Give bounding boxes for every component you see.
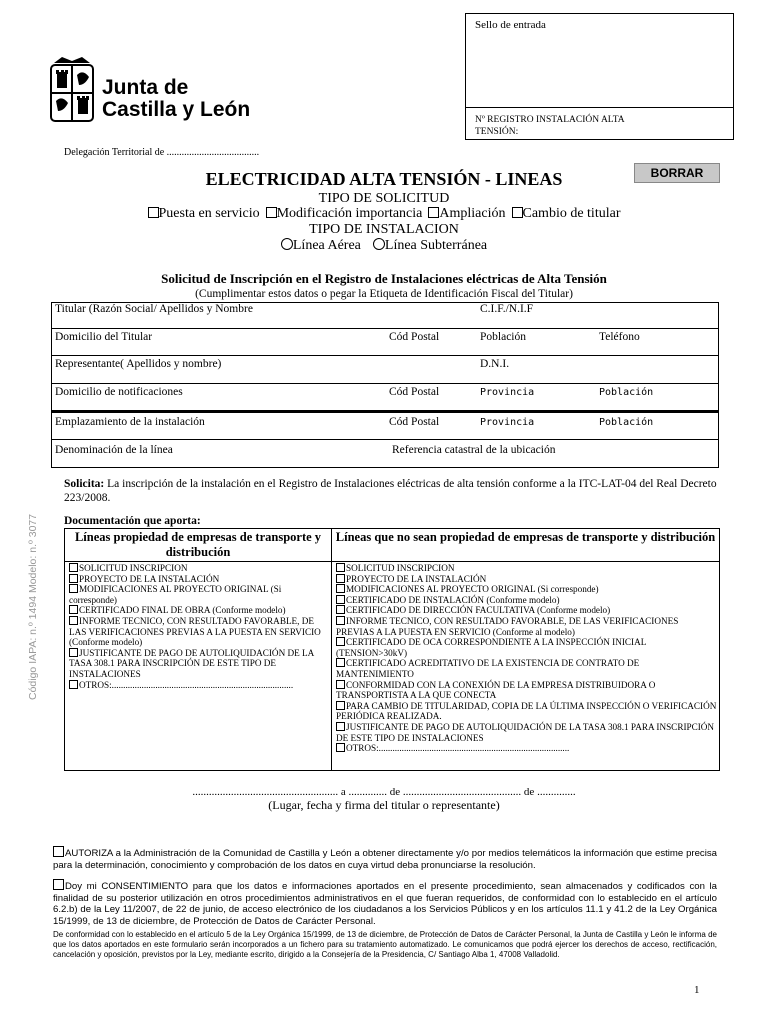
poblacion-select[interactable]: Población [599, 387, 654, 398]
catastral-label[interactable]: Referencia catastral de la ubicación [392, 444, 556, 456]
checkbox[interactable] [336, 637, 345, 646]
inscripcion-subheading: (Cumplimentar estos datos o pegar la Etiqueta de Identificación Fiscal del Titular) [195, 288, 573, 300]
documentacion-label: Documentación que aporta: [64, 515, 201, 527]
checkbox[interactable] [336, 605, 345, 614]
docs-right-list [332, 562, 719, 754]
entry-stamp-label: Sello de entrada [475, 19, 546, 31]
option-modificacion[interactable]: Modificación importancia [266, 206, 423, 222]
solicita-label: Solicita: [64, 478, 105, 490]
doc-item[interactable] [336, 563, 717, 574]
provincia-select[interactable]: Provincia [480, 417, 535, 428]
emplazamiento-label[interactable]: Emplazamiento de la instalación [55, 416, 205, 428]
borrar-button[interactable]: BORRAR [634, 163, 720, 183]
inscripcion-heading: Solicitud de Inscripción en el Registro de Instalaciones eléctricas de Alta Tensión [161, 271, 607, 286]
consentimiento-checkbox[interactable] [53, 879, 64, 890]
doc-item[interactable] [336, 701, 717, 722]
checkbox[interactable] [336, 584, 345, 593]
titular-label[interactable]: Titular (Razón Social/ Apellidos y Nombre [55, 303, 253, 315]
instalacion-options [0, 238, 768, 254]
doc-item-label: SOLICITUD INSCRIPCION [79, 563, 188, 573]
doc-item-label: PROYECTO DE LA INSTALACIÓN [346, 573, 487, 584]
checkbox[interactable] [428, 207, 439, 218]
doc-item-label: CERTIFICADO FINAL DE OBRA (Conforme modelo) [79, 605, 286, 616]
dni-label[interactable]: D.N.I. [480, 358, 510, 370]
poblacion-label[interactable]: Población [480, 331, 526, 343]
doc-item-label: SOLICITUD INSCRIPCION [346, 563, 455, 573]
solicita-paragraph [64, 477, 720, 505]
cp-label[interactable]: Cód Postal [389, 331, 440, 343]
side-model-code: Código IAPA: n.º 1494 Modelo: n.º 3077 [27, 513, 39, 700]
cp-label[interactable]: Cód Postal [389, 386, 440, 398]
doc-item[interactable] [69, 584, 329, 605]
instalacion-heading: TIPO DE INSTALACION [309, 222, 459, 237]
solicita-text: La inscripción de la instalación en el Registro de Instalaciones eléctricas de alta tensión conforme a la ITC-LAT-04 del Real Decreto 223/2008. [64, 478, 717, 504]
checkbox[interactable] [336, 574, 345, 583]
checkbox[interactable] [336, 563, 345, 572]
docs-right-column [332, 529, 719, 770]
doc-item[interactable] [69, 605, 329, 616]
doc-item-label: OTROS:................................................................................... [346, 743, 570, 754]
checkbox[interactable] [512, 207, 523, 218]
checkbox[interactable] [69, 563, 78, 572]
checkbox[interactable] [266, 207, 277, 218]
autoriza-checkbox[interactable] [53, 846, 64, 857]
signature-line[interactable]: ..................................................... a .............. de ........................................... de .............. [192, 786, 576, 798]
page-title: ELECTRICIDAD ALTA TENSIÓN - LINEAS [205, 169, 563, 189]
autoriza-text: AUTORIZA a la Administración de la Comunidad de Castilla y León a obtener directamente y/o por medios telemáticos la información que estime precisa para la determinación, conocimiento y comprobación de los datos en cuya virtud deba pronunciarse la resolución. [53, 848, 717, 871]
docs-left-column [65, 529, 332, 770]
doc-item-label: PROYECTO DE LA INSTALACIÓN [79, 573, 220, 584]
notificaciones-label[interactable]: Domicilio de notificaciones [55, 386, 183, 398]
docs-right-heading: Líneas que no sean propiedad de empresas de transporte y distribución [332, 529, 719, 562]
doc-item[interactable] [69, 574, 329, 585]
coat-of-arms-icon [48, 55, 96, 125]
doc-item[interactable] [336, 616, 717, 637]
checkbox[interactable] [336, 743, 345, 752]
doc-item-label: CERTIFICADO DE OCA CORRESPONDIENTE A LA INSPECCIÓN INICIAL (TENSION>30kV) [336, 637, 647, 658]
stamp-divider [466, 107, 733, 108]
doc-item[interactable] [336, 595, 717, 606]
checkbox[interactable] [336, 680, 345, 689]
denominacion-label[interactable]: Denominación de la línea [55, 444, 173, 456]
checkbox[interactable] [69, 574, 78, 583]
doc-item[interactable] [69, 680, 329, 691]
doc-item-label: CONFORMIDAD CON LA CONEXIÓN DE LA EMPRESA DISTRIBUIDORA O TRANSPORTISTA A LA QUE CONECTA [336, 679, 656, 701]
checkbox[interactable] [336, 595, 345, 604]
doc-item-label: JUSTIFICANTE DE PAGO DE AUTOLIQUIDACIÓN DE LA TASA 308.1 PARA INSCRIPCIÓN DE ESTE TIPO DE INSTALACIONES [69, 647, 314, 679]
checkbox[interactable] [69, 584, 78, 593]
row-divider [52, 383, 718, 384]
page-number: 1 [694, 984, 700, 996]
option-linea-aerea[interactable]: Línea Aérea [281, 238, 361, 254]
solicitud-options [0, 206, 768, 222]
doc-item[interactable] [336, 605, 717, 616]
doc-item-label: INFORME TECNICO, CON RESULTADO FAVORABLE, DE LAS VERIFICACIONES PREVIAS A LA PUESTA EN SERVICIO (Conforme al modelo) [336, 615, 679, 637]
doc-item-label: JUSTIFICANTE DE PAGO DE AUTOLIQUIDACIÓN DE LA TASA 308.1 PARA INSCRIPCIÓN DE ESTE TIPO DE INSTALACIONES [336, 721, 715, 743]
option-cambio-titular[interactable]: Cambio de titular [512, 206, 621, 222]
doc-item-label: CERTIFICADO ACREDITATIVO DE LA EXISTENCIA DE CONTRATO DE MANTENIMIENTO [336, 658, 640, 679]
delegation-field[interactable]: Delegación Territorial de ..................................... [64, 147, 260, 158]
radio-button[interactable] [281, 238, 293, 250]
row-divider [52, 328, 718, 329]
doc-item[interactable] [336, 637, 717, 658]
doc-item[interactable] [69, 648, 329, 680]
option-puesta-servicio[interactable]: Puesta en servicio [148, 206, 260, 222]
doc-item-label: MODIFICACIONES AL PROYECTO ORIGINAL (Si corresponde) [69, 584, 282, 605]
entry-stamp-box [465, 13, 734, 140]
solicitud-heading: TIPO DE SOLICITUD [318, 191, 450, 206]
consentimiento-block [53, 879, 717, 927]
domicilio-label[interactable]: Domicilio del Titular [55, 331, 153, 343]
consentimiento-text: Doy mi CONSENTIMIENTO para que los datos e informaciones aportados en el presente procedimiento, sean almacenados y codificados con la finalidad de su posterior utilización en otros procedimientos administrativos en el que fueran requeridos, de conformidad con lo establecido en el artículo 6.2.b) de la Ley 11/2007, de 22 de junio, de acceso electrónico de los ciudadanos a los Servicios Públicos y en los artículos 11.1 y 41.2 de la Ley Orgánica 15/1999, de 13 de diciembre, de Protección de Datos de Carácter Personal. [53, 881, 717, 927]
doc-item-label: MODIFICACIONES AL PROYECTO ORIGINAL (Si corresponde) [346, 584, 599, 595]
logo-text-line1: Junta de [102, 76, 189, 99]
option-linea-subterranea[interactable]: Línea Subterránea [373, 238, 487, 254]
doc-item[interactable] [336, 574, 717, 585]
doc-item[interactable] [69, 563, 329, 574]
checkbox[interactable] [336, 722, 345, 731]
doc-item-label: OTROS:............................................................................... [79, 679, 294, 690]
docs-left-heading: Líneas propiedad de empresas de transporte y distribución [65, 529, 331, 562]
poblacion-select[interactable]: Población [599, 417, 654, 428]
checkbox[interactable] [69, 648, 78, 657]
doc-item-label: PARA CAMBIO DE TITULARIDAD, COPIA DE LA ÚLTIMA INSPECCIÓN O VERIFICACIÓN PERIÓDICA REALIZADA. [336, 700, 717, 722]
checkbox[interactable] [69, 680, 78, 689]
option-ampliacion[interactable]: Ampliación [428, 206, 505, 222]
checkbox[interactable] [69, 616, 78, 625]
doc-item[interactable] [336, 680, 717, 701]
representante-label[interactable]: Representante( Apellidos y nombre) [55, 358, 222, 370]
provincia-select[interactable]: Provincia [480, 387, 535, 398]
logo-text-line2: Castilla y León [102, 98, 251, 121]
telefono-label[interactable]: Teléfono [599, 331, 640, 343]
doc-item-label: INFORME TECNICO, CON RESULTADO FAVORABLE, DE LAS VERIFICACIONES PREVIAS A LA PUESTA EN SERVICIO (Conforme modelo) [69, 615, 321, 648]
checkbox[interactable] [336, 701, 345, 710]
doc-item[interactable] [336, 584, 717, 595]
doc-item[interactable] [69, 616, 329, 648]
doc-item[interactable] [336, 658, 717, 679]
checkbox[interactable] [336, 658, 345, 667]
checkbox[interactable] [336, 616, 345, 625]
signature-caption: (Lugar, fecha y firma del titular o representante) [268, 798, 500, 812]
section-divider [52, 410, 718, 413]
radio-button[interactable] [373, 238, 385, 250]
checkbox[interactable] [148, 207, 159, 218]
lopd-notice: De conformidad con lo establecido en el artículo 5 de la Ley Orgánica 15/1999, de 13 de diciembre, de Protección de Datos de Carácter Personal, la Junta de Castilla y León le informa de que los datos aportados en este formulario serán incorporados a un fichero para su tratamiento automatizado. Le comunicamos que podrá ejercer los derechos de acceso, rectificación, cancelación y oposición, previstos por la Ley, mediante escrito, dirigido a la Consejería de la Presidencia, C/ Santiago Alba 1, 47008 Valladolid. [53, 930, 717, 959]
doc-item[interactable] [336, 722, 717, 743]
checkbox[interactable] [69, 605, 78, 614]
junta-logo [48, 55, 251, 130]
doc-item[interactable] [336, 743, 717, 754]
registry-number-label: Nº REGISTRO INSTALACIÓN ALTA TENSIÓN: [475, 115, 625, 137]
autoriza-block [53, 846, 717, 871]
doc-item-label: CERTIFICADO DE DIRECCIÓN FACULTATIVA (Conforme modelo) [346, 605, 611, 616]
row-divider [52, 355, 718, 356]
docs-left-list [65, 562, 331, 690]
doc-item-label: CERTIFICADO DE INSTALACIÓN (Conforme modelo) [346, 594, 560, 605]
documentation-table [64, 528, 720, 771]
cif-label[interactable]: C.I.F./N.I.F [480, 303, 534, 315]
cp-label[interactable]: Cód Postal [389, 416, 440, 428]
row-divider [52, 439, 718, 440]
applicant-data-table [51, 302, 719, 468]
